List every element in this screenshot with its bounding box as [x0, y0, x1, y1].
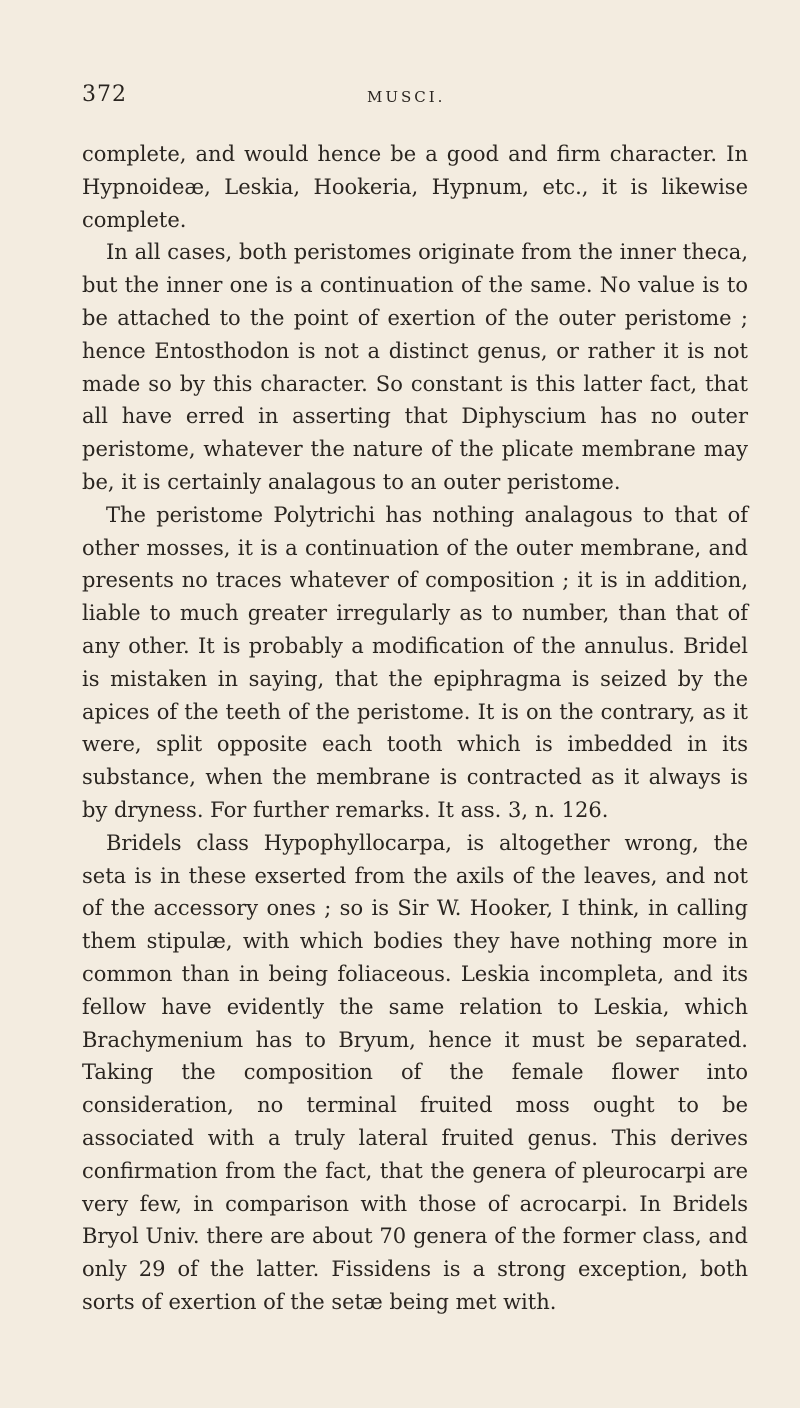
body-text — [82, 138, 748, 1319]
page-header — [82, 82, 682, 122]
paragraph-bridels-class: Bridels class Hypophyllocarpa, is altogether wrong, the seta is in these exserted from the axils of the leaves, and not of the accessory ones ; so is Sir W. Hooker, I think, in calling them stipulæ, with which bodies they have nothing more in common than in being foliaceous. Leskia incompleta, and its fellow have evidently the same relation to Leskia, which Brachymenium has to Bryum, hence it must be separated. Taking the composition of the female flower into consideration, no terminal fruited moss ought to be associated with a truly lateral fruited genus. This derives confirmation from the fact, that the genera of pleurocarpi are very few, in comparison with those of acrocarpi. In Bridels Bryol Univ. there are about 70 genera of the former class, and only 29 of the latter. Fissidens is a strong exception, both sorts of exertion of the setæ being met with. — [82, 830, 748, 1314]
paragraph-continuation: complete, and would hence be a good and firm character. In Hypnoideæ, Leskia, Hookeria, Hypnum, etc., it is likewise complete. — [82, 142, 748, 232]
page-number: 372 — [82, 82, 127, 107]
paragraph-peristomes: In all cases, both peristomes originate from the inner theca, but the inner one is a continuation of the same. No value is to be attached to the point of exertion of the outer peristome ; hence Entosthodon is not a distinct genus, or rather it is not made so by this character. So constant is this latter fact, that all have erred in asserting that Diphyscium has no outer peristome, whatever the nature of the plicate membrane may be, it is certainly analagous to an outer peristome. — [82, 240, 748, 494]
running-head: MUSCI. — [367, 88, 446, 106]
paragraph-polytrichi: The peristome Polytrichi has nothing analagous to that of other mosses, it is a continuation of the outer membrane, and presents no traces whatever of composition ; it is in addition, liable to much greater irregularly as to number, than that of any other. It is probably a modification of the annulus. Bridel is mistaken in saying, that the epiphragma is seized by the apices of the teeth of the peristome. It is on the contrary, as it were, split opposite each tooth which is imbedded in its substance, when the membrane is contracted as it always is by dryness. For further remarks. It ass. 3, n. 126. — [82, 502, 748, 822]
